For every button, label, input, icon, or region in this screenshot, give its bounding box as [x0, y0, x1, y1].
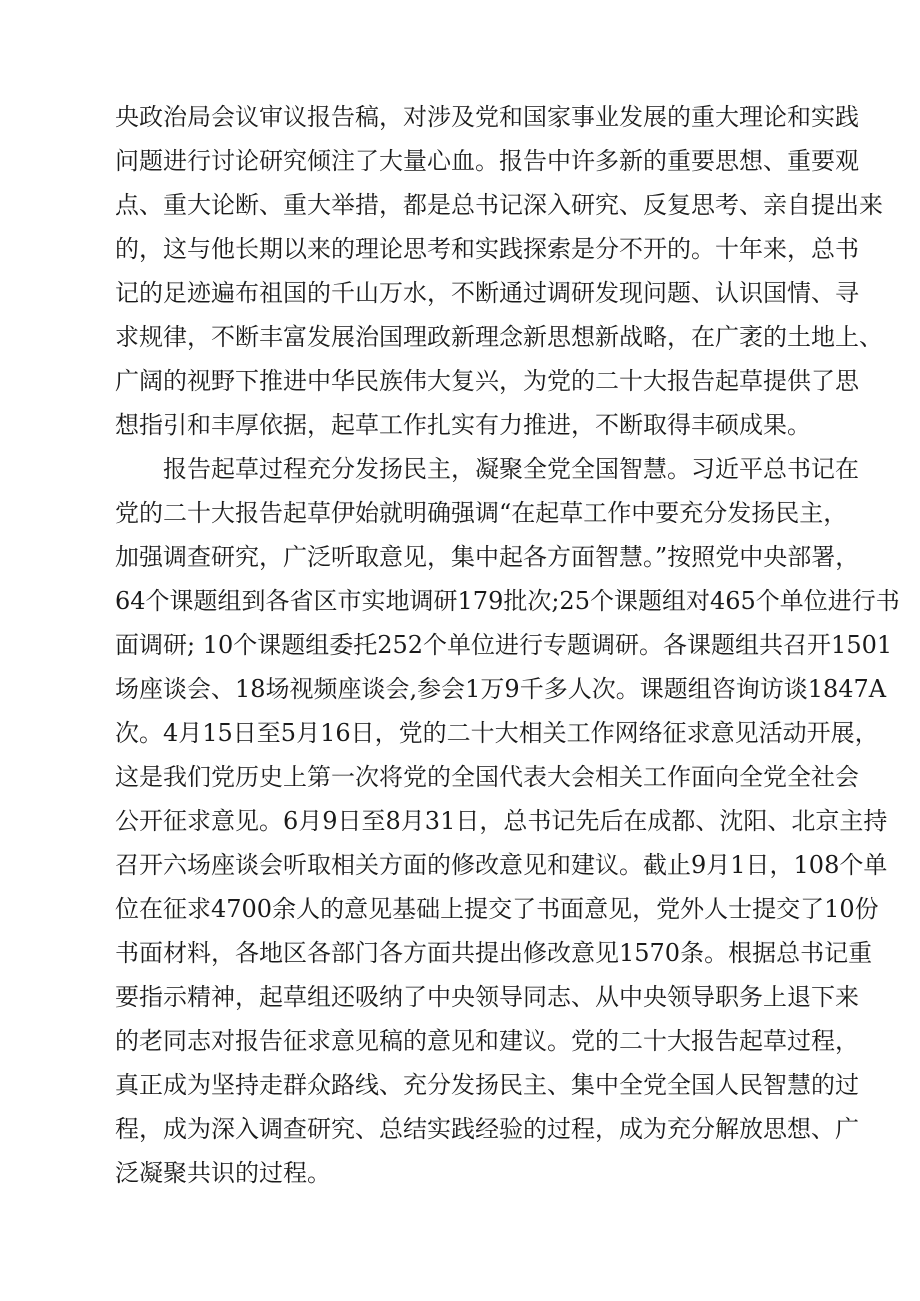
text-line: 的，这与他长期以来的理论思考和实践探索是分不开的。十年来，总书: [115, 235, 859, 263]
body-text: [115, 95, 900, 1195]
paragraph-2: [115, 447, 900, 1195]
text-line: 党的二十大报告起草伊始就明确强调“在起草工作中要充分发扬民主，: [115, 499, 848, 527]
text-line: 泛凝聚共识的过程。: [115, 1159, 331, 1187]
text-line: 位在征求4700余人的意见基础上提交了书面意见，党外人士提交了10份: [115, 895, 879, 923]
text-line: 次。4月15日至5月16日，党的二十大相关工作网络征求意见活动开展，: [115, 719, 879, 747]
text-line: 召开六场座谈会听取相关方面的修改意见和建议。截止9月1日，108个单: [115, 851, 888, 879]
text-line: 点、重大论断、重大举措，都是总书记深入研究、反复思考、亲自提出来: [115, 191, 883, 219]
text-line: 央政治局会议审议报告稿，对涉及党和国家事业发展的重大理论和实践: [115, 103, 859, 131]
text-line: 这是我们党历史上第一次将党的全国代表大会相关工作面向全党全社会: [115, 763, 859, 791]
text-line: 程，成为深入调查研究、总结实践经验的过程，成为充分解放思想、广: [115, 1115, 859, 1143]
text-line: 书面材料，各地区各部门各方面共提出修改意见1570条。根据总书记重: [115, 939, 873, 967]
text-line: 场座谈会、18场视频座谈会,参会1万9千多人次。课题组咨询访谈1847A: [115, 675, 887, 703]
text-line: 想指引和丰厚依据，起草工作扎实有力推进，不断取得丰硕成果。: [115, 411, 811, 439]
text-line: 的老同志对报告征求意见稿的意见和建议。党的二十大报告起草过程，: [115, 1027, 859, 1055]
paragraph-1: [115, 95, 883, 447]
text-line: 报告起草过程充分发扬民主，凝聚全党全国智慧。习近平总书记在: [163, 455, 859, 483]
text-line: 加强调查研究，广泛听取意见，集中起各方面智慧。”按照党中央部署，: [115, 543, 860, 571]
text-line: 公开征求意见。6月9日至8月31日，总书记先后在成都、沈阳、北京主持: [115, 807, 888, 835]
text-line: 64个课题组到各省区市实地调研179批次;25个课题组对465个单位进行书: [115, 587, 900, 615]
text-line: 求规律，不断丰富发展治国理政新理念新思想新战略，在广袤的土地上、: [115, 323, 883, 351]
text-line: 真正成为坚持走群众路线、充分发扬民主、集中全党全国人民智慧的过: [115, 1071, 859, 1099]
text-line: 问题进行讨论研究倾注了大量心血。报告中许多新的重要思想、重要观: [115, 147, 859, 175]
text-line: 记的足迹遍布祖国的千山万水，不断通过调研发现问题、认识国情、寻: [115, 279, 859, 307]
text-line: 广阔的视野下推进中华民族伟大复兴，为党的二十大报告起草提供了思: [115, 367, 859, 395]
text-line: 要指示精神，起草组还吸纳了中央领导同志、从中央领导职务上退下来: [115, 983, 859, 1011]
text-line: 面调研; 10个课题组委托252个单位进行专题调研。各课题组共召开1501: [115, 631, 893, 659]
